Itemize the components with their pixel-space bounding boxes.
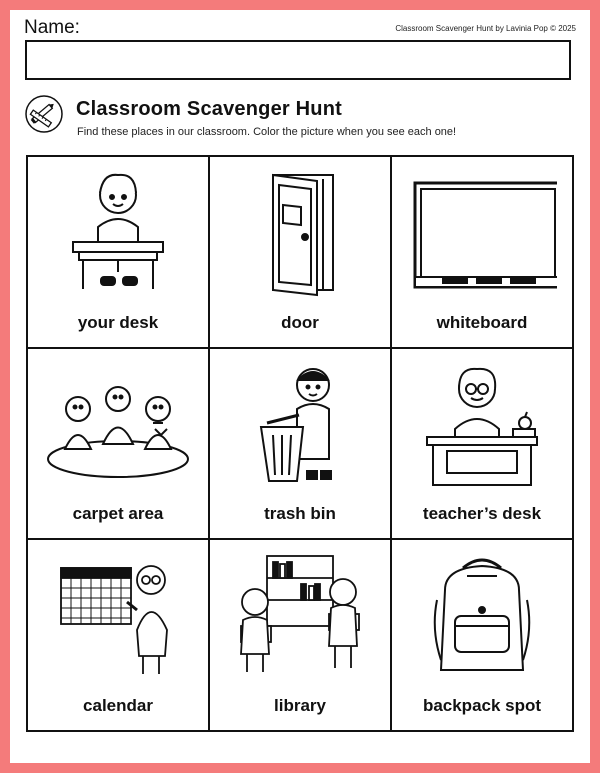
item-trash-bin[interactable] [210,349,392,541]
open-door-icon [225,167,375,297]
scavenger-grid [26,155,574,732]
worksheet [10,10,590,763]
item-door[interactable] [210,157,392,349]
item-teachers-desk[interactable] [392,349,574,541]
item-label: teacher’s desk [422,504,542,524]
backpack-icon [407,550,557,680]
trash-bin-icon [225,359,375,489]
student-at-desk-icon [43,167,193,297]
calendar-icon [43,550,193,680]
teacher-at-desk-icon [407,359,557,489]
item-backpack-spot[interactable] [392,540,574,732]
item-label: backpack spot [422,696,542,715]
item-label: door [281,312,319,332]
kids-on-carpet-icon [43,359,193,489]
item-library[interactable] [210,540,392,732]
name-field[interactable] [25,40,571,80]
item-your-desk[interactable] [28,157,210,349]
item-calendar[interactable] [28,540,210,732]
item-carpet-area[interactable] [28,349,210,541]
item-label: library [274,696,326,715]
name-label: Name: [24,17,80,38]
pencil-ruler-icon [24,94,64,134]
item-label: trash bin [264,504,336,524]
page-title: Classroom Scavenger Hunt [76,98,342,120]
item-label: your desk [77,312,159,332]
item-label: whiteboard [436,312,528,332]
credit-text: Classroom Scavenger Hunt by Lavinia Pop © 2025 [395,24,576,33]
whiteboard-icon [407,167,557,297]
library-icon [225,550,375,680]
item-label: carpet area [72,504,164,524]
page-subtitle: Find these places in our classroom. Color the picture when you see each one! [77,126,457,138]
item-label: calendar [83,696,153,715]
item-whiteboard[interactable] [392,157,574,349]
